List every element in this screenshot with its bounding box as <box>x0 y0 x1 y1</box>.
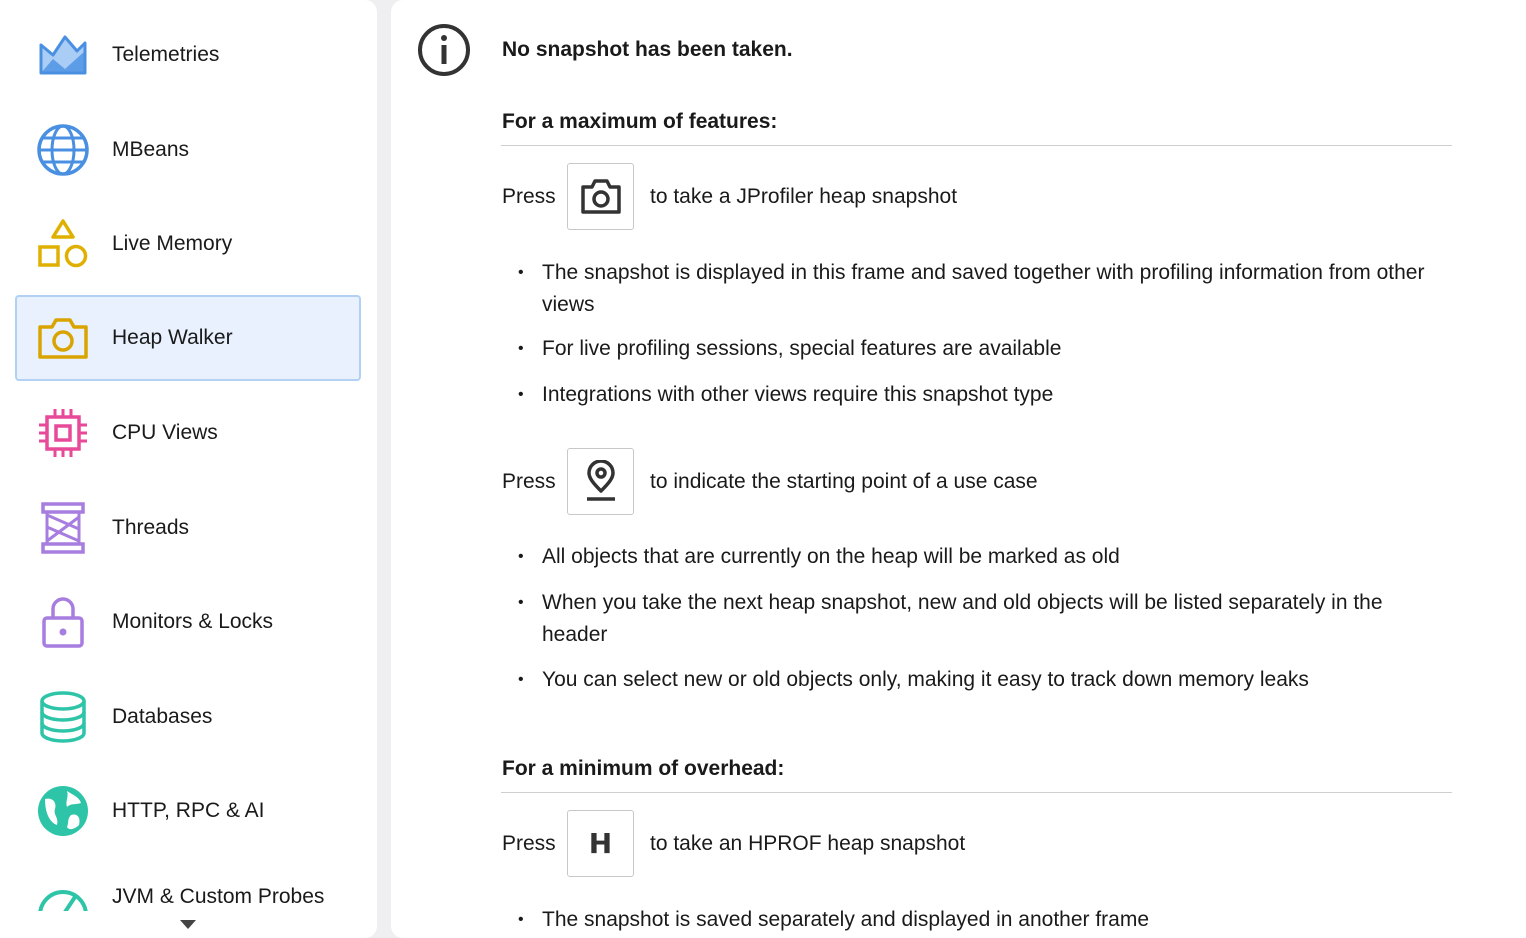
lock-icon <box>35 594 91 650</box>
location-pin-icon <box>579 460 623 504</box>
jprofiler-snapshot-description: to take a JProfiler heap snapshot <box>650 185 958 208</box>
list-item: • When you take the next heap snapshot, new and old objects will be listed separately in the header <box>518 587 1442 651</box>
section-heading-min-overhead: For a minimum of overhead: <box>502 757 785 780</box>
sidebar-item-monitors-locks[interactable] <box>15 579 361 665</box>
sidebar-item-databases[interactable] <box>15 674 361 760</box>
sidebar-item-label: Heap Walker <box>112 326 233 349</box>
sidebar-item-label: JVM & Custom Probes <box>112 885 325 908</box>
spool-icon <box>35 500 91 556</box>
section-divider <box>501 145 1452 146</box>
list-item: • The snapshot is displayed in this frame and saved together with profiling information from other views <box>518 257 1442 321</box>
sidebar-item-heap-walker[interactable] <box>15 295 361 381</box>
list-item: • All objects that are currently on the heap will be marked as old <box>518 541 1442 573</box>
sidebar-item-http-rpc-ai[interactable] <box>15 768 361 854</box>
section-heading-max-features: For a maximum of features: <box>502 110 778 133</box>
press-label: Press <box>502 185 556 208</box>
sidebar-item-threads[interactable] <box>15 485 361 571</box>
sidebar-item-label: CPU Views <box>112 421 218 444</box>
sidebar-item-label: Live Memory <box>112 232 233 255</box>
list-item: • Integrations with other views require this snapshot type <box>518 379 1442 411</box>
sidebar <box>0 0 377 938</box>
shapes-icon <box>35 216 91 272</box>
take-jprofiler-snapshot-button[interactable] <box>567 163 634 230</box>
sidebar-item-mbeans[interactable] <box>15 107 361 193</box>
sidebar-item-label: Threads <box>112 516 190 539</box>
cpu-chip-icon <box>35 405 91 461</box>
section-divider <box>501 792 1452 793</box>
heap-walker-start-panel <box>391 0 1526 938</box>
press-label: Press <box>502 832 556 855</box>
sidebar-item-jvm-custom-probes[interactable] <box>15 873 361 913</box>
camera-icon <box>35 310 91 366</box>
press-label: Press <box>502 470 556 493</box>
globe-icon <box>35 122 91 178</box>
hprof-snapshot-description: to take an HPROF heap snapshot <box>650 832 966 855</box>
camera-icon <box>579 175 623 219</box>
page-title: No snapshot has been taken. <box>502 38 793 61</box>
gauge-icon <box>35 875 91 913</box>
mark-heap-description: to indicate the starting point of a use case <box>650 470 1038 493</box>
telemetries-icon <box>35 27 91 83</box>
sidebar-item-telemetries[interactable] <box>15 12 361 98</box>
mark-heap-button[interactable] <box>567 448 634 515</box>
hprof-key-letter: H <box>588 827 613 860</box>
list-item: • For live profiling sessions, special features are available <box>518 333 1442 365</box>
sidebar-item-label: Monitors & Locks <box>112 610 274 633</box>
database-icon <box>35 689 91 745</box>
list-item: • You can select new or old objects only, making it easy to track down memory leaks <box>518 664 1442 696</box>
list-item: • The snapshot is saved separately and displayed in another frame <box>518 904 1442 936</box>
take-hprof-snapshot-button[interactable] <box>567 810 634 877</box>
scroll-down-arrow-icon[interactable] <box>180 920 196 929</box>
info-icon <box>417 23 471 77</box>
sidebar-item-cpu-views[interactable] <box>15 390 361 476</box>
sidebar-item-label: HTTP, RPC & AI <box>112 799 265 822</box>
sidebar-item-label: Databases <box>112 705 213 728</box>
network-globe-icon <box>35 783 91 839</box>
sidebar-item-label: MBeans <box>112 138 190 161</box>
sidebar-item-label: Telemetries <box>112 43 220 66</box>
sidebar-item-live-memory[interactable] <box>15 201 361 287</box>
